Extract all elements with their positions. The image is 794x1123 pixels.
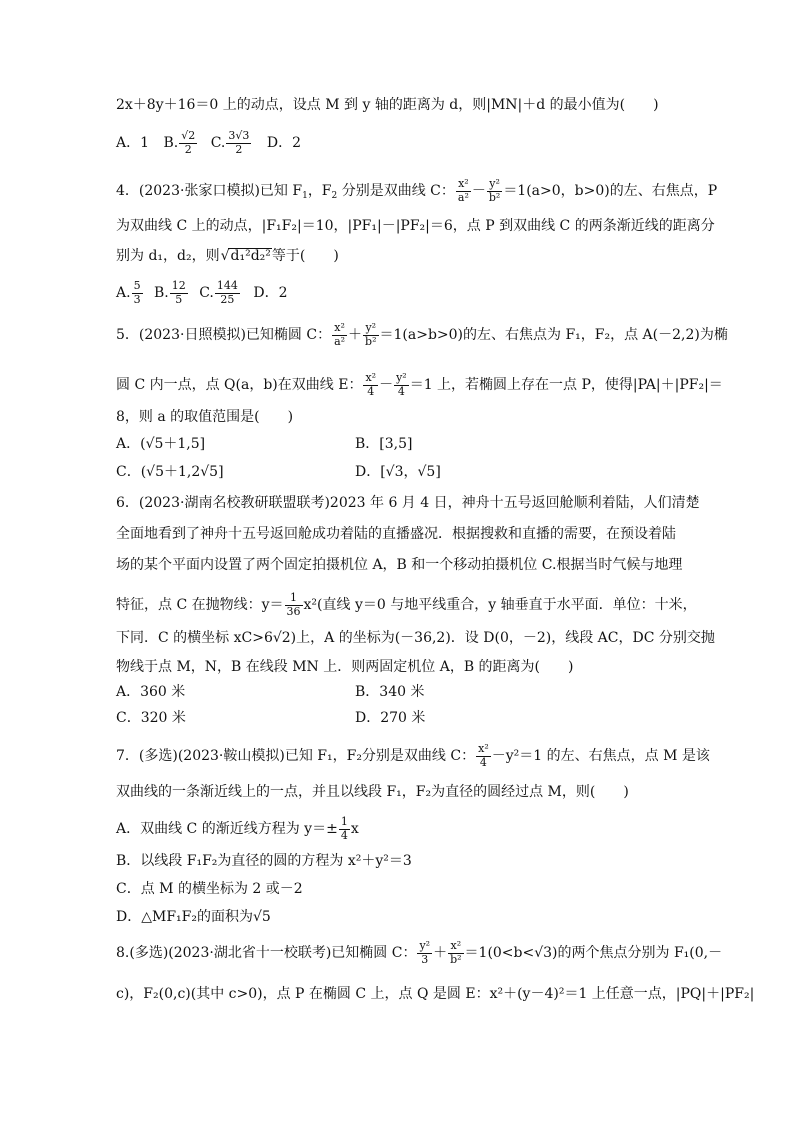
- q5-line-2: 圆 C 内一点，点 Q(a，b)在双曲线 E： $\frac{\text{x²}}{4}$ － $\frac{\text{y²}}{4}$ ＝1 上，若椭圆上存在一点 P，使得|PA|＋|PF₂|＝: [116, 371, 723, 398]
- q5-line-1: 5．(2023·日照模拟)已知椭圆 C： $\frac{\text{x²}}{\text{a²}}$ ＋ $\frac{\text{y²}}{\text{b²}}$ ＝1(a>b>0)的左、右焦点为 F₁，F₂，点 A(－2,2)为椭: [116, 321, 728, 348]
- q6-line-3: 场的某个平面内设置了两个固定拍摄机位 A，B 和一个移动拍摄机位 C.根据当时气候与地理: [116, 557, 683, 573]
- q4-line-2: 为双曲线 C 上的动点，|F₁F₂|＝10，|PF₁|－|PF₂|＝6，点 P 到双曲线 C 的两条渐近线的距离分: [116, 218, 715, 234]
- q3-option-b-label: B.: [163, 135, 179, 152]
- q7-fraction-1-4: $\frac{1}{4}$: [340, 815, 348, 842]
- q4-option-b-fraction: $\frac{12}{5}$: [171, 279, 186, 306]
- q7-fraction-x2-4: $\frac{\text{x²}}{4}$: [478, 742, 489, 769]
- q7-line-1: 7．(多选)(2023·鞍山模拟)已知 F₁，F₂分别是双曲线 C： $\frac{\text{x²}}{4}$ －y²＝1 的左、右焦点，点 M 是该: [116, 742, 710, 769]
- q4-fraction-x2-a2: $\frac{\text{x²}}{\text{a²}}$: [457, 177, 469, 204]
- q4-line-1: 4．(2023·张家口模拟)已知 $F_1$，$F_2$ 分别是双曲线 C： $\frac{\text{x²}}{\text{a²}}$ － $\frac{\text{y²}}{\text{b²}}$ ＝1(a>0，b>0)的左、右焦点，P: [116, 177, 718, 204]
- q3-option-c-fraction: $\frac{3√3}{2}$: [228, 129, 250, 156]
- q5-fraction-y2-4: $\frac{\text{y²}}{4}$: [396, 371, 407, 398]
- q6-fraction-1-36: $\frac{1}{36}$: [286, 591, 301, 618]
- q4-fraction-y2-b2: $\frac{\text{y²}}{\text{b²}}$: [488, 177, 501, 204]
- q5-fraction-y2-b2: $\frac{\text{y²}}{\text{b²}}$: [365, 321, 377, 348]
- q4-option-a-label: A.: [116, 285, 131, 302]
- q4-sqrt-expression: √ d₁²d₂²: [228, 248, 272, 263]
- q6-option-b: B．340 米: [355, 684, 425, 700]
- q7-line-2: 双曲线的一条渐近线上的一点，并且以线段 F₁，F₂为直径的圆经过点 M，则( ): [116, 784, 629, 800]
- q4-options: [116, 280, 287, 306]
- q3-options: [116, 130, 301, 156]
- q3-option-a: A．1: [116, 135, 150, 152]
- q5-option-c: C．(√5＋1,2√5]: [116, 464, 224, 480]
- q4-line-3: 别为 d₁，d₂，则√ d₁²d₂²等于( ): [116, 248, 339, 263]
- q5-option-d: D．[√3，√5]: [355, 464, 441, 480]
- q7-option-c: C．点 M 的横坐标为 2 或－2: [116, 881, 303, 897]
- q5-option-b: B．[3,5]: [355, 436, 413, 452]
- q5-fraction-x2-4: $\frac{\text{x²}}{4}$: [365, 371, 377, 398]
- q6-option-c: C．320 米: [116, 710, 186, 726]
- q3-option-d: D．2: [266, 135, 301, 152]
- q3-option-c-label: C.: [210, 135, 226, 152]
- q3-option-b-fraction: $\frac{√2}{2}$: [181, 129, 196, 156]
- q8-fraction-x2-b2: $\frac{\text{x²}}{\text{b²}}$: [450, 939, 462, 966]
- q6-line-2: 全面地看到了神舟十五号返回舱成功着陆的直播盛况．根据搜救和直播的需要，在预设着陆: [116, 526, 676, 542]
- q8-line-1: 8.(多选)(2023·湖北省十一校联考)已知椭圆 C： $\frac{\text{y²}}{3}$ ＋ $\frac{\text{x²}}{\text{b²}}$ ＝1(0<b<√3)的两个焦点分别为 F₁(0,－: [116, 939, 723, 966]
- q4-option-c-label: C.: [199, 285, 214, 302]
- q5-option-a: A．(√5＋1,5]: [116, 436, 206, 452]
- q5-line-3: 8，则 a 的取值范围是( ): [116, 409, 294, 425]
- q7-option-b: B．以线段 F₁F₂为直径的圆的方程为 x²＋y²＝3: [116, 853, 412, 869]
- q6-option-a: A．360 米: [116, 684, 186, 700]
- q6-line-6: 物线于点 M，N，B 在线段 MN 上．则两固定机位 A，B 的距离为( ): [116, 659, 574, 675]
- q4-option-a-fraction: $\frac{5}{3}$: [133, 279, 141, 306]
- q6-option-d: D．270 米: [355, 710, 426, 726]
- q3-text: 2x＋8y＋16＝0 上的动点，设点 M 到 y 轴的距离为 d，则|MN|＋d 的最小值为( ): [116, 97, 659, 113]
- q8-line-2: c)，F₂(0,c)(其中 c>0)，点 P 在椭圆 C 上，点 Q 是圆 E：x²＋(y－4)²＝1 上任意一点，|PQ|＋|PF₂|: [116, 986, 755, 1002]
- q4-option-d: D．2: [253, 285, 288, 302]
- q6-line-4: 特征，点 C 在抛物线：y＝ $\frac{1}{36}$ x²(直线 y＝0 与地平线重合，y 轴垂直于水平面．单位：十米，: [116, 591, 697, 618]
- q4-option-c-fraction: $\frac{144}{25}$: [216, 279, 238, 306]
- q6-line-1: 6．(2023·湖南名校教研联盟联考)2023 年 6 月 4 日，神舟十五号返回舱顺利着陆，人们清楚: [116, 495, 700, 511]
- q6-line-5: 下同．C 的横坐标 xC>6√2)上，A 的坐标为(－36,2)．设 D(0，－2)，线段 AC，DC 分别交抛: [116, 630, 715, 646]
- q5-fraction-x2-a2: $\frac{\text{x²}}{\text{a²}}$: [334, 321, 346, 348]
- q8-fraction-y2-3: $\frac{\text{y²}}{3}$: [419, 939, 431, 966]
- q3-continuation-line: [116, 98, 659, 112]
- q7-option-d: D．△MF₁F₂的面积为√5: [116, 909, 271, 925]
- q7-option-a: A．双曲线 C 的渐近线方程为 y＝± $\frac{1}{4}$ x: [116, 815, 359, 842]
- q4-option-b-label: B.: [154, 285, 169, 302]
